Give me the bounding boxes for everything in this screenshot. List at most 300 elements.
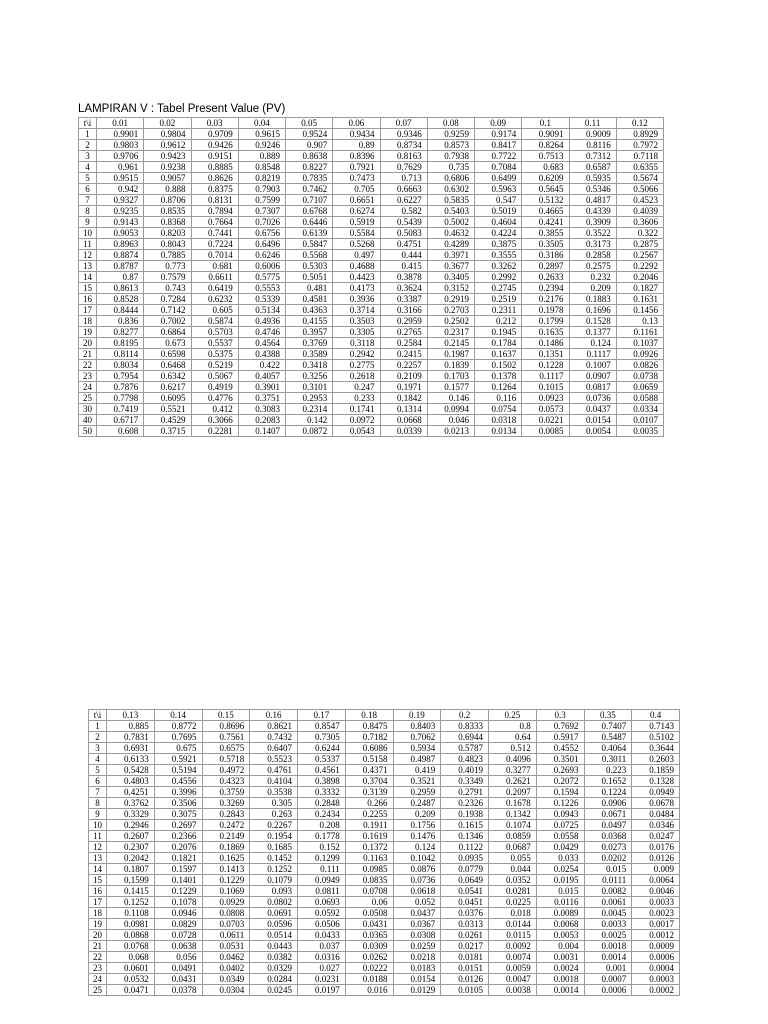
pv-value-cell: 0.8613 — [97, 283, 144, 294]
pv-value-cell: 0.5718 — [202, 754, 250, 765]
corner-header-cell: t\i — [79, 118, 97, 129]
table-row — [89, 952, 680, 963]
pv-value-cell: 0.0197 — [298, 985, 346, 996]
pv-value-cell: 0.5303 — [286, 261, 333, 272]
pv-value-cell: 0.0035 — [616, 426, 663, 437]
pv-value-cell: 0.1625 — [202, 853, 250, 864]
pv-value-cell: 0.2875 — [616, 239, 663, 250]
pv-value-cell: 0.0346 — [632, 820, 680, 831]
pv-value-cell: 0.001 — [584, 963, 632, 974]
period-cell: 17 — [89, 897, 107, 908]
pv-value-cell: 0.3139 — [345, 787, 393, 798]
pv-value-cell: 0.266 — [345, 798, 393, 809]
pv-value-cell: 0.8638 — [286, 151, 333, 162]
rate-header-cell: 0.04 — [238, 118, 285, 129]
pv-value-cell: 0.5002 — [427, 217, 474, 228]
pv-value-cell: 0.8277 — [97, 327, 144, 338]
pv-value-cell: 0.9238 — [144, 162, 191, 173]
pv-value-cell: 0.9091 — [522, 129, 569, 140]
pv-value-cell: 0.743 — [144, 283, 191, 294]
pv-value-cell: 0.0006 — [632, 952, 680, 963]
pv-value-cell: 0.2633 — [522, 272, 569, 283]
pv-value-cell: 0.6575 — [202, 743, 250, 754]
pv-value-cell: 0.1799 — [522, 316, 569, 327]
pv-value-cell: 0.1456 — [616, 305, 663, 316]
pv-value-cell: 0.4803 — [107, 776, 155, 787]
pv-value-cell: 0.1161 — [616, 327, 663, 338]
pv-value-cell: 0.1842 — [380, 393, 427, 404]
pv-value-cell: 0.0202 — [584, 853, 632, 864]
rate-header-cell: 0.1 — [522, 118, 569, 129]
pv-value-cell: 0.1007 — [569, 360, 616, 371]
pv-value-cell: 0.247 — [333, 382, 380, 393]
pv-value-cell: 0.7419 — [97, 404, 144, 415]
pv-value-cell: 0.152 — [298, 842, 346, 853]
pv-value-cell: 0.8573 — [427, 140, 474, 151]
table-row — [89, 875, 680, 886]
pv-value-cell: 0.0728 — [154, 930, 202, 941]
pv-value-cell: 0.2042 — [107, 853, 155, 864]
pv-value-cell: 0.8885 — [191, 162, 238, 173]
pv-value-cell: 0.415 — [380, 261, 427, 272]
table-row — [89, 765, 680, 776]
period-cell: 2 — [79, 140, 97, 151]
pv-value-cell: 0.1328 — [632, 776, 680, 787]
period-cell: 5 — [89, 765, 107, 776]
pv-value-cell: 0.3855 — [522, 228, 569, 239]
pv-value-cell: 0.8227 — [286, 162, 333, 173]
pv-value-cell: 0.0134 — [475, 426, 522, 437]
pv-value-cell: 0.2603 — [632, 754, 680, 765]
pv-value-cell: 0.7695 — [154, 732, 202, 743]
table-row — [89, 842, 680, 853]
pv-value-cell: 0.7561 — [202, 732, 250, 743]
pv-value-cell: 0.3349 — [441, 776, 489, 787]
period-cell: 18 — [79, 316, 97, 327]
pv-value-cell: 0.6651 — [333, 195, 380, 206]
pv-value-cell: 0.942 — [97, 184, 144, 195]
pv-value-cell: 0.2267 — [250, 820, 298, 831]
pv-value-cell: 0.3769 — [286, 338, 333, 349]
pv-value-cell: 0.3011 — [584, 754, 632, 765]
pv-value-cell: 0.0176 — [632, 842, 680, 853]
table-row — [89, 864, 680, 875]
rate-header-cell: 0.15 — [202, 710, 250, 721]
pv-value-cell: 0.3503 — [333, 316, 380, 327]
pv-value-cell: 0.673 — [144, 338, 191, 349]
pv-value-cell: 0.547 — [475, 195, 522, 206]
pv-value-cell: 0.016 — [345, 985, 393, 996]
pv-value-cell: 0.1342 — [489, 809, 537, 820]
table-row — [79, 338, 664, 349]
pv-value-cell: 0.7142 — [144, 305, 191, 316]
pv-value-cell: 0.9524 — [286, 129, 333, 140]
pv-value-cell: 0.1401 — [154, 875, 202, 886]
period-cell: 20 — [89, 930, 107, 941]
pv-value-cell: 0.0105 — [441, 985, 489, 996]
pv-value-cell: 0.3521 — [393, 776, 441, 787]
pv-value-cell: 0.0262 — [345, 952, 393, 963]
pv-value-cell: 0.6006 — [238, 261, 285, 272]
pv-value-cell: 0.0054 — [569, 426, 616, 437]
pv-value-cell: 0.4323 — [202, 776, 250, 787]
period-cell: 6 — [79, 184, 97, 195]
pv-value-cell: 0.2281 — [191, 426, 238, 437]
pv-value-cell: 0.1696 — [569, 305, 616, 316]
table-row — [89, 776, 680, 787]
pv-value-cell: 0.3101 — [286, 382, 333, 393]
period-cell: 2 — [89, 732, 107, 743]
table-row — [89, 853, 680, 864]
pv-value-cell: 0.0736 — [569, 393, 616, 404]
pv-value-cell: 0.6717 — [97, 415, 144, 426]
pv-value-cell: 0.0259 — [393, 941, 441, 952]
pv-value-cell: 0.1163 — [345, 853, 393, 864]
pv-value-cell: 0.0018 — [584, 941, 632, 952]
pv-value-cell: 0.4552 — [536, 743, 584, 754]
pv-value-cell: 0.5584 — [333, 228, 380, 239]
pv-value-cell: 0.713 — [380, 173, 427, 184]
pv-value-cell: 0.773 — [144, 261, 191, 272]
rate-header-cell: 0.13 — [107, 710, 155, 721]
pv-value-cell: 0.0368 — [584, 831, 632, 842]
pv-value-cell: 0.1079 — [250, 875, 298, 886]
pv-value-cell: 0.1577 — [427, 382, 474, 393]
pv-value-cell: 0.0596 — [250, 919, 298, 930]
pv-value-cell: 0.209 — [393, 809, 441, 820]
pv-value-cell: 0.3083 — [238, 404, 285, 415]
pv-value-cell: 0.3166 — [380, 305, 427, 316]
pv-value-cell: 0.3878 — [380, 272, 427, 283]
pv-value-cell: 0.0443 — [250, 941, 298, 952]
pv-value-cell: 0.0025 — [584, 930, 632, 941]
pv-value-cell: 0.5874 — [191, 316, 238, 327]
pv-value-cell: 0.0433 — [298, 930, 346, 941]
pv-value-cell: 0.0009 — [632, 941, 680, 952]
pv-value-cell: 0.5775 — [238, 272, 285, 283]
period-cell: 7 — [89, 787, 107, 798]
pv-value-cell: 0.5934 — [393, 743, 441, 754]
period-cell: 11 — [89, 831, 107, 842]
pv-value-cell: 0.8264 — [522, 140, 569, 151]
pv-value-cell: 0.3118 — [333, 338, 380, 349]
pv-value-cell: 0.8333 — [441, 721, 489, 732]
pv-value-cell: 0.1631 — [616, 294, 663, 305]
pv-value-cell: 0.0313 — [441, 919, 489, 930]
rate-header-cell: 0.3 — [536, 710, 584, 721]
rate-header-cell: 0.25 — [489, 710, 537, 721]
pv-value-cell: 0.7664 — [191, 217, 238, 228]
table-row — [79, 294, 664, 305]
pv-value-cell: 0.9426 — [191, 140, 238, 151]
rate-header-cell: 0.11 — [569, 118, 616, 129]
pv-value-cell: 0.1502 — [475, 360, 522, 371]
pv-value-cell: 0.3522 — [569, 228, 616, 239]
pv-value-cell: 0.2745 — [475, 283, 522, 294]
pv-value-cell: 0.1756 — [393, 820, 441, 831]
pv-value-cell: 0.2472 — [202, 820, 250, 831]
pv-value-cell: 0.0754 — [475, 404, 522, 415]
pv-value-cell: 0.5051 — [286, 272, 333, 283]
pv-value-cell: 0.9259 — [427, 129, 474, 140]
pv-value-cell: 0.0708 — [345, 886, 393, 897]
pv-value-cell: 0.422 — [238, 360, 285, 371]
pv-value-cell: 0.8535 — [144, 206, 191, 217]
pv-value-cell: 0.1015 — [522, 382, 569, 393]
pv-value-cell: 0.7903 — [238, 184, 285, 195]
pv-value-cell: 0.7026 — [238, 217, 285, 228]
pv-value-cell: 0.3606 — [616, 217, 663, 228]
pv-value-cell: 0.7972 — [616, 140, 663, 151]
period-cell: 14 — [79, 272, 97, 283]
pv-value-cell: 0.6944 — [441, 732, 489, 743]
pv-value-cell: 0.0116 — [536, 897, 584, 908]
pv-value-cell: 0.4561 — [298, 765, 346, 776]
pv-value-cell: 0.6768 — [286, 206, 333, 217]
pv-value-cell: 0.8 — [489, 721, 537, 732]
pv-value-cell: 0.6446 — [286, 217, 333, 228]
pv-value-cell: 0.8368 — [144, 217, 191, 228]
pv-value-cell: 0.6217 — [144, 382, 191, 393]
pv-value-cell: 0.0316 — [298, 952, 346, 963]
period-cell: 11 — [79, 239, 97, 250]
pv-value-cell: 0.0046 — [632, 886, 680, 897]
pv-value-cell: 0.1299 — [298, 853, 346, 864]
pv-value-cell: 0.1599 — [107, 875, 155, 886]
period-cell: 24 — [79, 382, 97, 393]
pv-value-cell: 0.8696 — [202, 721, 250, 732]
pv-value-cell: 0.2959 — [393, 787, 441, 798]
pv-value-cell: 0.2145 — [427, 338, 474, 349]
table-row — [89, 886, 680, 897]
pv-value-cell: 0.6302 — [427, 184, 474, 195]
pv-value-cell: 0.1229 — [154, 886, 202, 897]
pv-value-cell: 0.4987 — [393, 754, 441, 765]
pv-value-cell: 0.5132 — [522, 195, 569, 206]
pv-value-cell: 0.3269 — [202, 798, 250, 809]
table-row — [79, 173, 664, 184]
pv-value-cell: 0.2567 — [616, 250, 663, 261]
pv-value-cell: 0.3501 — [536, 754, 584, 765]
pv-value-cell: 0.0339 — [380, 426, 427, 437]
pv-value-cell: 0.0431 — [345, 919, 393, 930]
pv-value-cell: 0.2502 — [427, 316, 474, 327]
pv-value-cell: 0.7599 — [238, 195, 285, 206]
pv-value-cell: 0.7921 — [333, 162, 380, 173]
table-row — [79, 316, 664, 327]
pv-value-cell: 0.8116 — [569, 140, 616, 151]
pv-value-cell: 0.0402 — [202, 963, 250, 974]
pv-value-cell: 0.13 — [616, 316, 663, 327]
pv-value-cell: 0.055 — [489, 853, 537, 864]
table-row — [89, 941, 680, 952]
pv-value-cell: 0.7954 — [97, 371, 144, 382]
pv-value-cell: 0.0872 — [286, 426, 333, 437]
pv-value-cell: 0.0089 — [536, 908, 584, 919]
pv-value-cell: 0.6342 — [144, 371, 191, 382]
table-row — [89, 820, 680, 831]
pv-value-cell: 0.8417 — [475, 140, 522, 151]
pv-value-cell: 0.0935 — [441, 853, 489, 864]
pv-value-cell: 0.0929 — [202, 897, 250, 908]
pv-value-cell: 0.2765 — [380, 327, 427, 338]
pv-value-cell: 0.8219 — [238, 173, 285, 184]
pv-value-cell: 0.0725 — [536, 820, 584, 831]
pv-value-cell: 0.1685 — [250, 842, 298, 853]
pv-value-cell: 0.3759 — [202, 787, 250, 798]
pv-value-cell: 0.735 — [427, 162, 474, 173]
pv-value-cell: 0.2257 — [380, 360, 427, 371]
table-row — [89, 798, 680, 809]
pv-value-cell: 0.0217 — [441, 941, 489, 952]
pv-value-cell: 0.7182 — [345, 732, 393, 743]
pv-value-cell: 0.0047 — [489, 974, 537, 985]
pv-value-cell: 0.0365 — [345, 930, 393, 941]
pv-value-cell: 0.4632 — [427, 228, 474, 239]
rate-header-cell: 0.18 — [345, 710, 393, 721]
pv-value-cell: 0.7062 — [393, 732, 441, 743]
pv-value-cell: 0.0926 — [616, 349, 663, 360]
pv-value-cell: 0.6663 — [380, 184, 427, 195]
pv-value-cell: 0.0006 — [584, 985, 632, 996]
pv-value-cell: 0.0659 — [616, 382, 663, 393]
table-row — [79, 327, 664, 338]
pv-value-cell: 0.6227 — [380, 195, 427, 206]
pv-value-cell: 0.0064 — [632, 875, 680, 886]
pv-value-cell: 0.2697 — [154, 820, 202, 831]
pv-value-cell: 0.0808 — [202, 908, 250, 919]
pv-value-cell: 0.3418 — [286, 360, 333, 371]
pv-value-cell: 0.0949 — [298, 875, 346, 886]
pv-value-cell: 0.5645 — [522, 184, 569, 195]
pv-value-cell: 0.3387 — [380, 294, 427, 305]
pv-value-cell: 0.0281 — [489, 886, 537, 897]
pv-value-cell: 0.7312 — [569, 151, 616, 162]
pv-value-cell: 0.5339 — [238, 294, 285, 305]
pv-value-cell: 0.7002 — [144, 316, 191, 327]
pv-value-cell: 0.2992 — [475, 272, 522, 283]
pv-value-cell: 0.2897 — [522, 261, 569, 272]
pv-value-cell: 0.1827 — [616, 283, 663, 294]
pv-value-cell: 0.0491 — [154, 963, 202, 974]
period-cell: 10 — [79, 228, 97, 239]
period-cell: 12 — [79, 250, 97, 261]
pv-value-cell: 0.4039 — [616, 206, 663, 217]
pv-value-cell: 0.6419 — [191, 283, 238, 294]
table-row — [79, 250, 664, 261]
pv-value-cell: 0.4423 — [333, 272, 380, 283]
pv-value-cell: 0.7629 — [380, 162, 427, 173]
pv-value-cell: 0.0023 — [632, 908, 680, 919]
pv-value-cell: 0.9803 — [97, 140, 144, 151]
pv-value-cell: 0.3901 — [238, 382, 285, 393]
pv-value-cell: 0.5337 — [298, 754, 346, 765]
pv-value-cell: 0.223 — [584, 765, 632, 776]
pv-value-cell: 0.0811 — [298, 886, 346, 897]
pv-value-cell: 0.2942 — [333, 349, 380, 360]
pv-value-cell: 0.1452 — [250, 853, 298, 864]
period-cell: 10 — [89, 820, 107, 831]
pv-value-cell: 0.7579 — [144, 272, 191, 283]
pv-value-cell: 0.1117 — [569, 349, 616, 360]
pv-value-cell: 0.8528 — [97, 294, 144, 305]
pv-value-cell: 0.3555 — [475, 250, 522, 261]
pv-value-cell: 0.0923 — [522, 393, 569, 404]
pv-value-cell: 0.4019 — [441, 765, 489, 776]
pv-value-cell: 0.444 — [380, 250, 427, 261]
pv-value-cell: 0.2366 — [154, 831, 202, 842]
pv-value-cell: 0.2858 — [569, 250, 616, 261]
pv-value-cell: 0.6598 — [144, 349, 191, 360]
pv-value-cell: 0.3256 — [286, 371, 333, 382]
pv-value-cell: 0.8621 — [250, 721, 298, 732]
pv-value-cell: 0.2076 — [154, 842, 202, 853]
pv-value-cell: 0.6209 — [522, 173, 569, 184]
pv-value-cell: 0.1314 — [380, 404, 427, 415]
pv-value-cell: 0.87 — [97, 272, 144, 283]
pv-value-cell: 0.8131 — [191, 195, 238, 206]
pv-value-cell: 0.6756 — [238, 228, 285, 239]
pv-value-cell: 0.0532 — [107, 974, 155, 985]
pv-value-cell: 0.0074 — [489, 952, 537, 963]
pv-value-cell: 0.6246 — [238, 250, 285, 261]
period-cell: 1 — [79, 129, 97, 140]
period-cell: 8 — [79, 206, 97, 217]
pv-value-cell: 0.4241 — [522, 217, 569, 228]
pv-value-cell: 0.004 — [536, 941, 584, 952]
pv-value-cell: 0.4388 — [238, 349, 285, 360]
period-cell: 24 — [89, 974, 107, 985]
pv-value-cell: 0.0154 — [393, 974, 441, 985]
pv-value-cell: 0.4823 — [441, 754, 489, 765]
pv-value-cell: 0.4096 — [489, 754, 537, 765]
period-cell: 25 — [89, 985, 107, 996]
period-cell: 30 — [79, 404, 97, 415]
pv-value-cell: 0.4104 — [250, 776, 298, 787]
pv-value-cell: 0.2575 — [569, 261, 616, 272]
pv-value-cell: 0.419 — [393, 765, 441, 776]
pv-value-cell: 0.0484 — [632, 809, 680, 820]
pv-value-cell: 0.0115 — [489, 930, 537, 941]
pv-value-cell: 0.0943 — [536, 809, 584, 820]
pv-value-cell: 0.3971 — [427, 250, 474, 261]
table-row — [79, 393, 664, 404]
pv-value-cell: 0.9151 — [191, 151, 238, 162]
pv-value-cell: 0.0273 — [584, 842, 632, 853]
pv-value-cell: 0.0349 — [202, 974, 250, 985]
pv-value-cell: 0.3305 — [333, 327, 380, 338]
pv-value-cell: 0.8626 — [191, 173, 238, 184]
pv-value-cell: 0.046 — [427, 415, 474, 426]
pv-value-cell: 0.7831 — [107, 732, 155, 743]
pv-value-cell: 0.512 — [489, 743, 537, 754]
pv-value-cell: 0.0254 — [536, 864, 584, 875]
pv-value-cell: 0.1971 — [380, 382, 427, 393]
pv-value-cell: 0.0378 — [154, 985, 202, 996]
pv-value-cell: 0.5553 — [238, 283, 285, 294]
pv-value-cell: 0.6095 — [144, 393, 191, 404]
pv-value-cell: 0.4581 — [286, 294, 333, 305]
pv-value-cell: 0.7894 — [191, 206, 238, 217]
pv-value-cell: 0.0601 — [107, 963, 155, 974]
pv-value-cell: 0.2046 — [616, 272, 663, 283]
pv-value-cell: 0.0949 — [632, 787, 680, 798]
pv-value-cell: 0.0059 — [489, 963, 537, 974]
pv-value-cell: 0.0437 — [393, 908, 441, 919]
pv-value-cell: 0.0691 — [250, 908, 298, 919]
pv-value-cell: 0.0907 — [569, 371, 616, 382]
pv-value-cell: 0.0111 — [584, 875, 632, 886]
